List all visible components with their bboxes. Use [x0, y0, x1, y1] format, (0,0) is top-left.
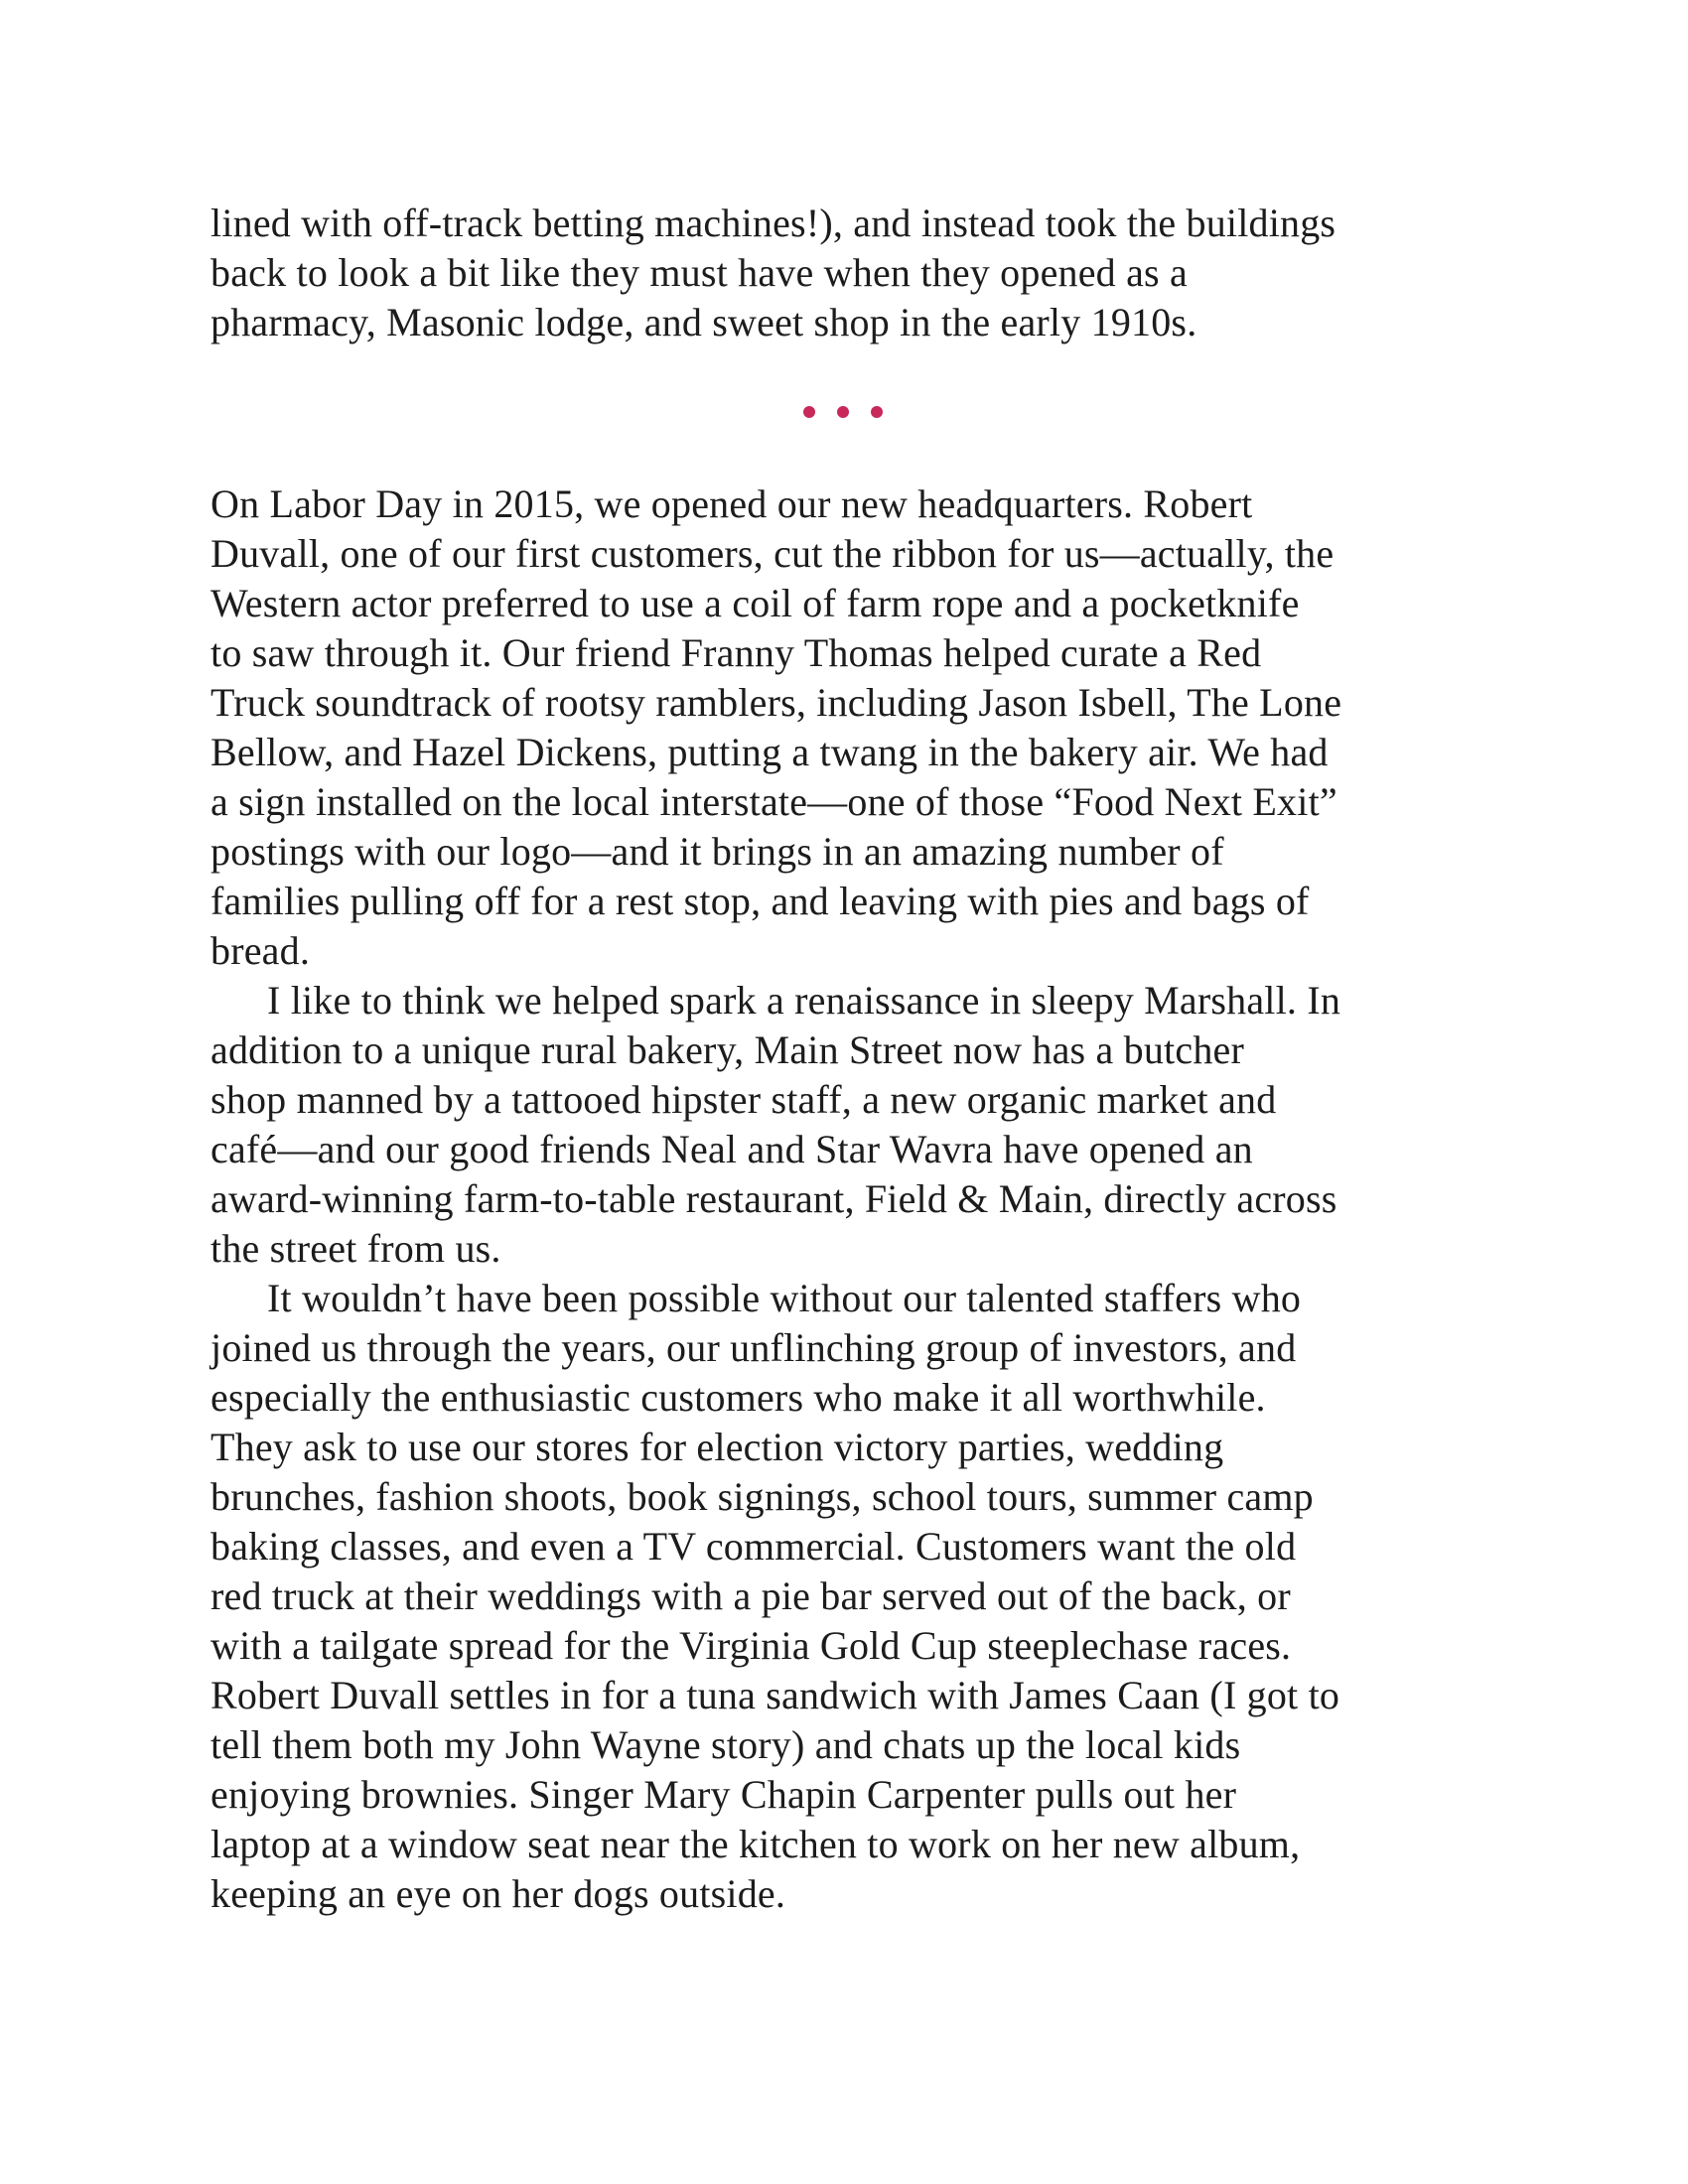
text-line: a sign installed on the local interstate—one of those “Food Next Exit” [211, 779, 1337, 824]
text-line: Truck soundtrack of rootsy ramblers, including Jason Isbell, The Lone [211, 680, 1342, 725]
text-line: addition to a unique rural bakery, Main Street now has a butcher [211, 1027, 1245, 1072]
text-line: baking classes, and even a TV commercial. Customers want the old [211, 1524, 1297, 1569]
text-line: Robert Duvall settles in for a tuna sandwich with James Caan (I got to [211, 1673, 1340, 1717]
text-line: shop manned by a tattooed hipster staff, a new organic market and [211, 1077, 1277, 1122]
text-line: joined us through the years, our unflinching group of investors, and [211, 1325, 1297, 1370]
text-line: It wouldn’t have been possible without our talented staffers who [267, 1276, 1302, 1320]
text-line: laptop at a window seat near the kitchen to work on her new album, [211, 1822, 1301, 1866]
text-line: back to look a bit like they must have when they opened as a [211, 250, 1188, 295]
text-line: tell them both my John Wayne story) and chats up the local kids [211, 1722, 1241, 1767]
text-line: the street from us. [211, 1226, 501, 1271]
ornament-dot [837, 406, 849, 418]
text-line: bread. [211, 928, 311, 973]
text-line: to saw through it. Our friend Franny Thomas helped curate a Red [211, 630, 1262, 675]
text-line: I like to think we helped spark a renaissance in sleepy Marshall. In [267, 978, 1341, 1023]
text-line: On Labor Day in 2015, we opened our new headquarters. Robert [211, 481, 1253, 526]
text-line: Western actor preferred to use a coil of farm rope and a pocketknife [211, 581, 1300, 625]
text-line: especially the enthusiastic customers who make it all worthwhile. [211, 1375, 1266, 1420]
text-line: Bellow, and Hazel Dickens, putting a twang in the bakery air. We had [211, 730, 1329, 774]
three-dots-ornament-icon [803, 401, 883, 423]
text-line: red truck at their weddings with a pie bar served out of the back, or [211, 1573, 1291, 1618]
text-line: with a tailgate spread for the Virginia Gold Cup steeplechase races. [211, 1623, 1292, 1668]
text-line: award-winning farm-to-table restaurant, Field & Main, directly across [211, 1176, 1337, 1221]
text-line: brunches, fashion shoots, book signings, school tours, summer camp [211, 1474, 1314, 1519]
main-text [211, 479, 1501, 1919]
ornament-dot [871, 406, 883, 418]
text-line: postings with our logo—and it brings in an amazing number of [211, 829, 1224, 874]
text-line: families pulling off for a rest stop, and leaving with pies and bags of [211, 879, 1310, 923]
ornament-dot [803, 406, 815, 418]
text-line: enjoying brownies. Singer Mary Chapin Carpenter pulls out her [211, 1772, 1237, 1817]
text-line: café—and our good friends Neal and Star Wavra have opened an [211, 1127, 1253, 1171]
text-line: keeping an eye on her dogs outside. [211, 1871, 786, 1916]
text-line: Duvall, one of our first customers, cut the ribbon for us—actually, the [211, 531, 1335, 576]
text-line: pharmacy, Masonic lodge, and sweet shop in the early 1910s. [211, 300, 1197, 344]
text-line: They ask to use our stores for election victory parties, wedding [211, 1425, 1224, 1469]
top-paragraph [211, 199, 1501, 347]
text-line: lined with off-track betting machines!), and instead took the buildings [211, 201, 1336, 245]
